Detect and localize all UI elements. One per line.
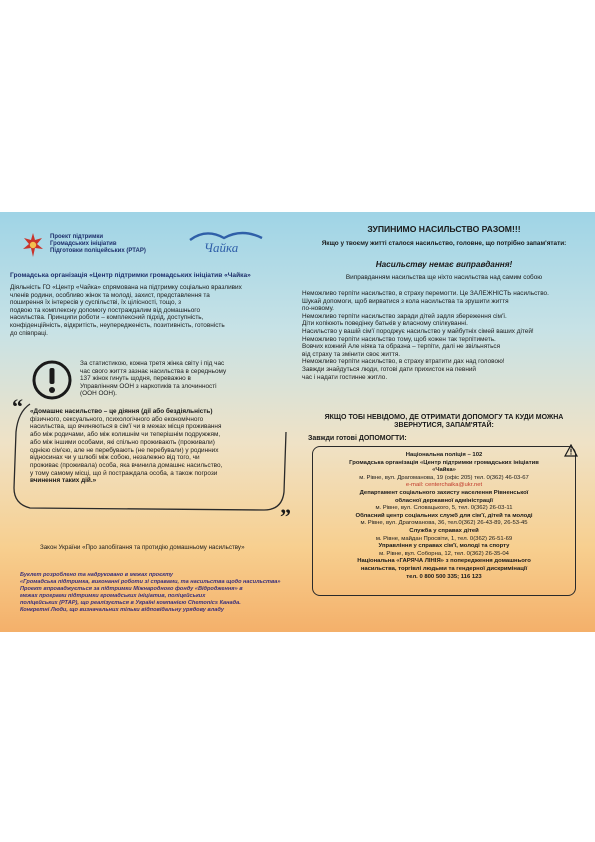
help-heading: ЯКЩО ТОБІ НЕВІДОМО, ДЕ ОТРИМАТИ ДОПОМОГУ ТА КУДИ МОЖНА ЗВЕРНУТИСЯ, ЗАПАМ'ЯТАЙ:: [324, 414, 564, 430]
funding-line: Проект впроваджується за підтримки Міжнародного фонду «Відродження» в: [20, 586, 243, 592]
stat-line: (ООН ООН).: [80, 390, 117, 398]
quote-line: відносинах чи у шлюбі між собою, незалежно від того, чи: [30, 454, 200, 462]
right-column: [298, 212, 590, 632]
rule-line: Насильство у вашій сім'ї породжує насильство у майбутніх сімей ваших дітей!: [302, 327, 534, 335]
contact-family-dept: Управління у справах сім'ї, молоді та спорту: [378, 543, 510, 550]
about-line: Діяльність ГО «Центр «Чайка» спрямована на підтримку соціально вразливих: [10, 284, 242, 291]
rule-line: Завжди знайдуться люди, готові дати прихисток на певний: [302, 365, 476, 373]
left-column: [6, 212, 294, 632]
contact-hotline-name-2: насильства, торгівлі людьми та гендерної дискримінації: [360, 565, 528, 572]
main-subheading: Якщо у твоєму житті сталося насильство, головне, що потрібно запам'ятати:: [321, 240, 567, 247]
rule-line: Неможливо терпіти насильство тому, щоб кожен так терпітиметь.: [302, 335, 496, 343]
about-text: [10, 284, 290, 337]
quote-line: проживає (проживала) особа, яка вчинила домашнє насильство,: [30, 461, 223, 469]
about-line: членів родини, особливо жінок та молоді, захист, представлення та: [10, 291, 210, 299]
quote-line: або між родичами, або між колишнім чи теперішнім подружжям,: [30, 431, 221, 439]
quote-line: «Домашнє насильство – це діяння (дії або бездіяльність): [30, 408, 213, 415]
org-title: Громадська організація «Центр підтримки громадських ініціатив «Чайка»: [10, 272, 251, 279]
about-line: подвою та комплексну допомогу постраждалим від домашнього: [10, 306, 201, 314]
law-citation: Закон України «Про запобігання та протидію домашньому насильству»: [40, 544, 245, 551]
slogan: Насильству немає виправдання!: [375, 260, 513, 269]
contact-org-address: м. Рівне, вул. Драгоманова, 19 (офіс 205) тел. 0(362) 46-03-67: [359, 474, 529, 481]
quote-line: насильства, що вчиняються в сім'ї чи в межах місця проживання: [30, 423, 222, 431]
contact-center-name: Обласний центр соціальних служб для сім'ї, дітей та молоді: [355, 512, 533, 519]
ptar-logo-text: Проект підтримки Громадських ініціатив Підготовки поліцейських (РТАР): [50, 234, 146, 254]
funding-line: межах програми підтримки громадських ініціатив, поліцейських: [20, 593, 206, 599]
rule-line: від страху та змінити своє життя.: [302, 350, 401, 358]
main-heading: ЗУПИНИМО НАСИЛЬСТВО РАЗОМ!!!: [367, 224, 521, 234]
contact-family-address: м. Рівне, вул. Соборна, 12, тел. 0(362) 26-35-04: [379, 550, 509, 557]
chaika-logo-icon: [186, 226, 266, 256]
slogan-subline: Виправданням насильства ще ніхто насильства над самим собою: [345, 274, 543, 281]
ptar-emblem-icon: [22, 232, 44, 258]
quote-close-icon: ”: [280, 504, 291, 522]
contact-dept-name-2: обласної державної адміністрації: [394, 497, 494, 504]
funding-line: Конкретні Люди, що визначальних тільки відповідальну урядову владу: [20, 607, 224, 613]
quote-line: однією сім'єю, але не перебувають (не перебували) у родинних: [30, 446, 219, 454]
funding-line: поліцейських (РТАР), що реалізується в Україні компанією Chemonics Канада.: [20, 600, 241, 606]
leaflet-sheet: [0, 212, 595, 632]
definition-quote: [30, 408, 280, 485]
about-line: насильства. Принципи роботи – комплексний підхід, доступність,: [10, 314, 204, 322]
contact-children-service: Служба у справах дітей: [409, 527, 479, 534]
contact-org-email[interactable]: e-mail: centerchaika@ukr.net: [405, 482, 483, 489]
rule-line: Неможливо терпіти насильство, в страху перемогти. Це ЗАЛЕЖНІСТЬ насильство.: [302, 290, 549, 297]
help-ready-label: Завжди готові ДОПОМОГТИ:: [308, 435, 407, 442]
quote-line: або між іншими особами, які спільно проживають (проживали): [30, 438, 215, 446]
contact-org-name: Громадська організація «Центр підтримки громадських ініціатив: [349, 459, 539, 466]
about-line: до співпраці.: [10, 329, 48, 337]
rule-line: Вовчих кожний Але ніяка та образна – терпіти, далі не звільняться: [302, 343, 501, 351]
rule-line: Діти копіюють поведінку батьків у власному спілкуванні.: [302, 320, 468, 328]
quote-line: вчинення таких дій.»: [30, 477, 97, 485]
contact-org-name-2: «Чайка»: [432, 467, 456, 474]
stat-line: За статистикою, кожна третя жінка світу і під час: [80, 360, 225, 367]
contact-dept-address: м. Рівне, вул. Словацького, 5, тел. 0(362) 26-03-11: [375, 505, 513, 512]
about-line: конфіденційність, відкритість, неупередженість, позитивність, готовність: [10, 321, 225, 329]
rule-line: час і надати гостинне житло.: [302, 373, 388, 381]
rule-line: Шукай допомоги, щоб вирватися з кола насильства та зрушити життя: [302, 297, 509, 305]
stat-line: час свого життя зазнає насильства в середньому: [80, 367, 227, 375]
rule-line: по-новому.: [302, 305, 334, 313]
about-line: поширення їх інтересів у суспільстві, їх цілісності, тощо, з: [10, 299, 182, 307]
quote-open-icon: “: [12, 394, 23, 419]
contact-children-address: м. Рівне, майдан Просвіти, 1, тел. 0(362) 26-51-69: [375, 535, 513, 542]
rules-list: [302, 290, 588, 381]
contact-hotline-name: Національна «ГАРЯЧА ЛІНІЯ» з попередження домашнього: [357, 558, 531, 565]
contact-center-address: м. Рівне, вул. Драгоманова, 36, тел.0(362) 26-43-89, 26-53-45: [360, 520, 528, 527]
funding-line: «Громадська підтримка, виконанні роботи зі справами, та насильства щодо насильства»: [20, 579, 281, 585]
rule-line: Неможливо терпіти насильство, в страху втратити дах над головою!: [302, 358, 505, 366]
quote-line: фізичного, сексуального, психологічного або економічного: [30, 415, 204, 423]
rule-line: Неможливо терпіти насильство заради дітей задля збереження сім'ї.: [302, 312, 507, 320]
quote-line: у тому самому місці, що й постраждала особа, а також погрози: [30, 469, 218, 477]
contact-police: Національна поліція – 102: [405, 452, 483, 458]
contact-hotline-phone: тел. 0 800 500 335; 116 123: [406, 573, 482, 580]
funding-note: [20, 572, 282, 614]
stat-line: Управлінням ООН з наркотиків та злочинності: [80, 382, 217, 390]
stat-line: 137 жінок гинуть щодня, переважно в: [80, 375, 191, 383]
contact-dept-name: Департамент соціального захисту населення Рівненської: [359, 489, 529, 496]
funding-line: Буклет розроблено та надруковано в межах проєкту: [20, 572, 174, 578]
contacts-list: [318, 452, 570, 581]
chaika-logo-word: Чайка: [204, 240, 239, 255]
